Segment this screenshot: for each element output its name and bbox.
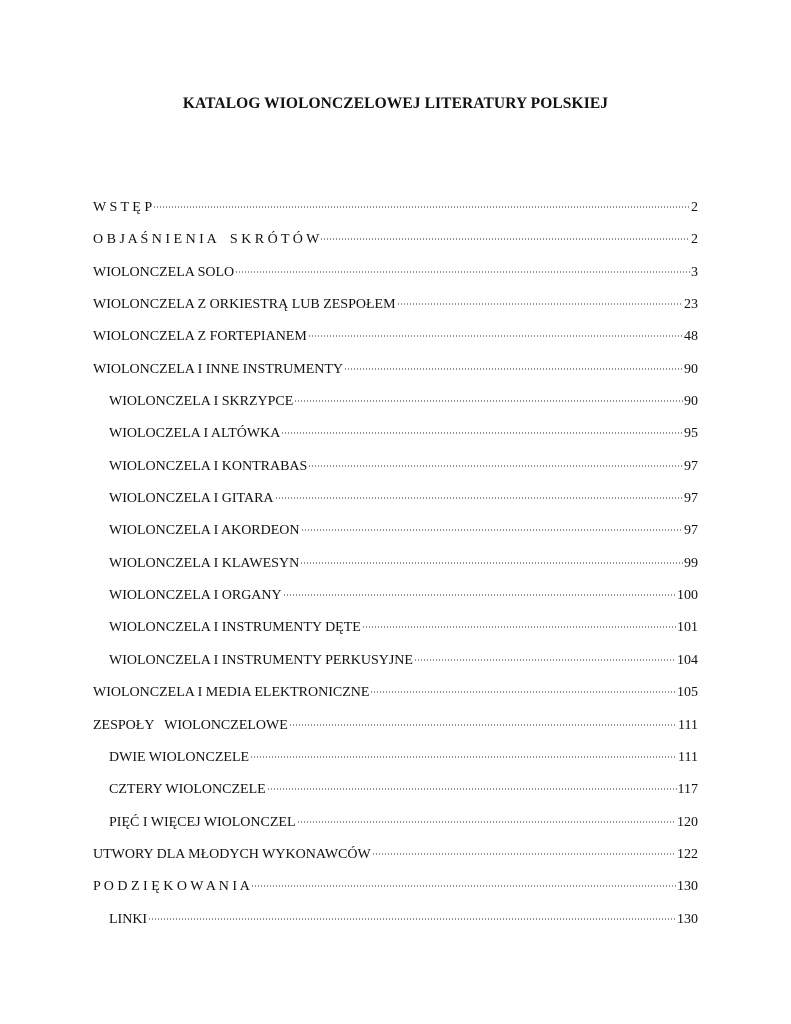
toc-entry[interactable] <box>93 327 698 359</box>
toc-entry[interactable] <box>93 521 698 553</box>
toc-entry-label: CZTERY WIOLONCZELE <box>109 782 266 798</box>
toc-entry[interactable] <box>93 360 698 392</box>
toc-entry-page-number: 97 <box>684 458 698 474</box>
toc-dot-leader <box>289 724 677 726</box>
toc-entry[interactable] <box>93 489 698 521</box>
toc-entry-page-number: 3 <box>691 264 698 280</box>
toc-entry-label: O B J A Ś N I E N I A S K R Ó T Ó W <box>93 232 320 248</box>
toc-entry-page-number: 95 <box>684 426 698 442</box>
toc-entry[interactable] <box>93 877 698 909</box>
toc-dot-leader <box>235 271 690 273</box>
toc-dot-leader <box>362 626 676 628</box>
toc-entry-label: UTWORY DLA MŁODYCH WYKONAWCÓW <box>93 846 371 862</box>
toc-dot-leader <box>372 853 676 855</box>
toc-entry-page-number: 105 <box>677 685 698 701</box>
toc-entry[interactable] <box>93 748 698 780</box>
toc-dot-leader <box>300 562 683 564</box>
toc-entry-label: P O D Z I Ę K O W A N I A <box>93 879 250 895</box>
toc-entry-page-number: 122 <box>677 846 698 862</box>
toc-dot-leader <box>267 788 677 790</box>
toc-dot-leader <box>320 238 690 240</box>
toc-entry-label: WIOLONCZELA I MEDIA ELEKTRONICZNE <box>93 685 370 701</box>
toc-entry-label: WIOLONCZELA I KLAWESYN <box>109 555 300 571</box>
toc-entry[interactable] <box>93 198 698 230</box>
toc-entry[interactable] <box>93 263 698 295</box>
toc-entry-page-number: 97 <box>684 523 698 539</box>
toc-entry-label: WIOLONCZELA I KONTRABAS <box>109 458 308 474</box>
toc-dot-leader <box>414 659 676 661</box>
toc-entry-page-number: 120 <box>677 814 698 830</box>
toc-entry[interactable] <box>93 295 698 327</box>
toc-dot-leader <box>301 529 683 531</box>
toc-entry-page-number: 2 <box>691 232 698 248</box>
toc-entry-page-number: 90 <box>684 394 698 410</box>
toc-dot-leader <box>397 303 683 305</box>
toc-entry[interactable] <box>93 554 698 586</box>
toc-entry-page-number: 90 <box>684 361 698 377</box>
toc-entry[interactable] <box>93 457 698 489</box>
toc-entry-page-number: 117 <box>677 782 698 798</box>
toc-entry-label: WIOLONCZELA SOLO <box>93 264 235 280</box>
toc-entry[interactable] <box>93 586 698 618</box>
toc-entry-page-number: 100 <box>677 588 698 604</box>
toc-entry[interactable] <box>93 845 698 877</box>
toc-entry[interactable] <box>93 230 698 262</box>
toc-dot-leader <box>294 400 683 402</box>
toc-dot-leader <box>344 368 683 370</box>
toc-entry-page-number: 101 <box>677 620 698 636</box>
toc-entry[interactable] <box>93 651 698 683</box>
toc-dot-leader <box>308 465 683 467</box>
toc-entry-label: WIOLONCZELA I INSTRUMENTY DĘTE <box>109 620 361 636</box>
toc-entry[interactable] <box>93 780 698 812</box>
toc-dot-leader <box>297 821 676 823</box>
toc-entry-page-number: 99 <box>684 555 698 571</box>
toc-entry-page-number: 111 <box>678 749 698 765</box>
document-title: KATALOG WIOLONCZELOWEJ LITERATURY POLSKIEJ <box>182 95 609 112</box>
toc-entry-page-number: 130 <box>677 911 698 927</box>
toc-entry-label: WIOLONCZELA Z ORKIESTRĄ LUB ZESPOŁEM <box>93 297 396 313</box>
toc-entry-page-number: 48 <box>684 329 698 345</box>
toc-entry[interactable] <box>93 910 698 942</box>
toc-entry[interactable] <box>93 392 698 424</box>
toc-dot-leader <box>153 206 690 208</box>
toc-entry-page-number: 130 <box>677 879 698 895</box>
toc-entry-label: ZESPOŁY WIOLONCZELOWE <box>93 717 288 733</box>
toc-entry-page-number: 111 <box>678 717 698 733</box>
toc-entry-label: WIOLONCZELA I AKORDEON <box>109 523 300 539</box>
toc-entry-label: LINKI <box>109 911 148 927</box>
toc-entry[interactable] <box>93 683 698 715</box>
toc-dot-leader <box>250 756 677 758</box>
toc-dot-leader <box>251 885 676 887</box>
toc-entry-label: WIOLONCZELA I INSTRUMENTY PERKUSYJNE <box>109 652 413 668</box>
toc-entry-label: DWIE WIOLONCZELE <box>109 749 250 765</box>
toc-entry-label: PIĘĆ I WIĘCEJ WIOLONCZEL <box>109 814 296 830</box>
toc-entry-page-number: 2 <box>691 200 698 215</box>
toc-entry[interactable] <box>93 813 698 845</box>
toc-dot-leader <box>370 691 676 693</box>
toc-dot-leader <box>148 918 676 920</box>
toc-entry-label: WIOLONCZELA I SKRZYPCE <box>109 394 294 410</box>
toc-entry-page-number: 104 <box>677 652 698 668</box>
toc-entry-label: WIOLONCZELA I GITARA <box>109 491 274 507</box>
toc-dot-leader <box>283 594 676 596</box>
toc-dot-leader <box>281 432 683 434</box>
toc-entry[interactable] <box>93 716 698 748</box>
toc-entry-page-number: 23 <box>684 297 698 313</box>
toc-entry[interactable] <box>93 424 698 456</box>
toc-entry-page-number: 97 <box>684 491 698 507</box>
toc-entry-label: WIOLONCZELA I ORGANY <box>109 588 282 604</box>
toc-entry-label: WIOLOCZELA I ALTÓWKA <box>109 426 281 442</box>
toc-dot-leader <box>275 497 683 499</box>
table-of-contents <box>93 198 698 942</box>
toc-entry[interactable] <box>93 618 698 650</box>
toc-dot-leader <box>308 335 683 337</box>
toc-entry-label: W S T Ę P <box>93 200 153 215</box>
toc-entry-label: WIOLONCZELA I INNE INSTRUMENTY <box>93 361 344 377</box>
toc-entry-label: WIOLONCZELA Z FORTEPIANEM <box>93 329 307 345</box>
